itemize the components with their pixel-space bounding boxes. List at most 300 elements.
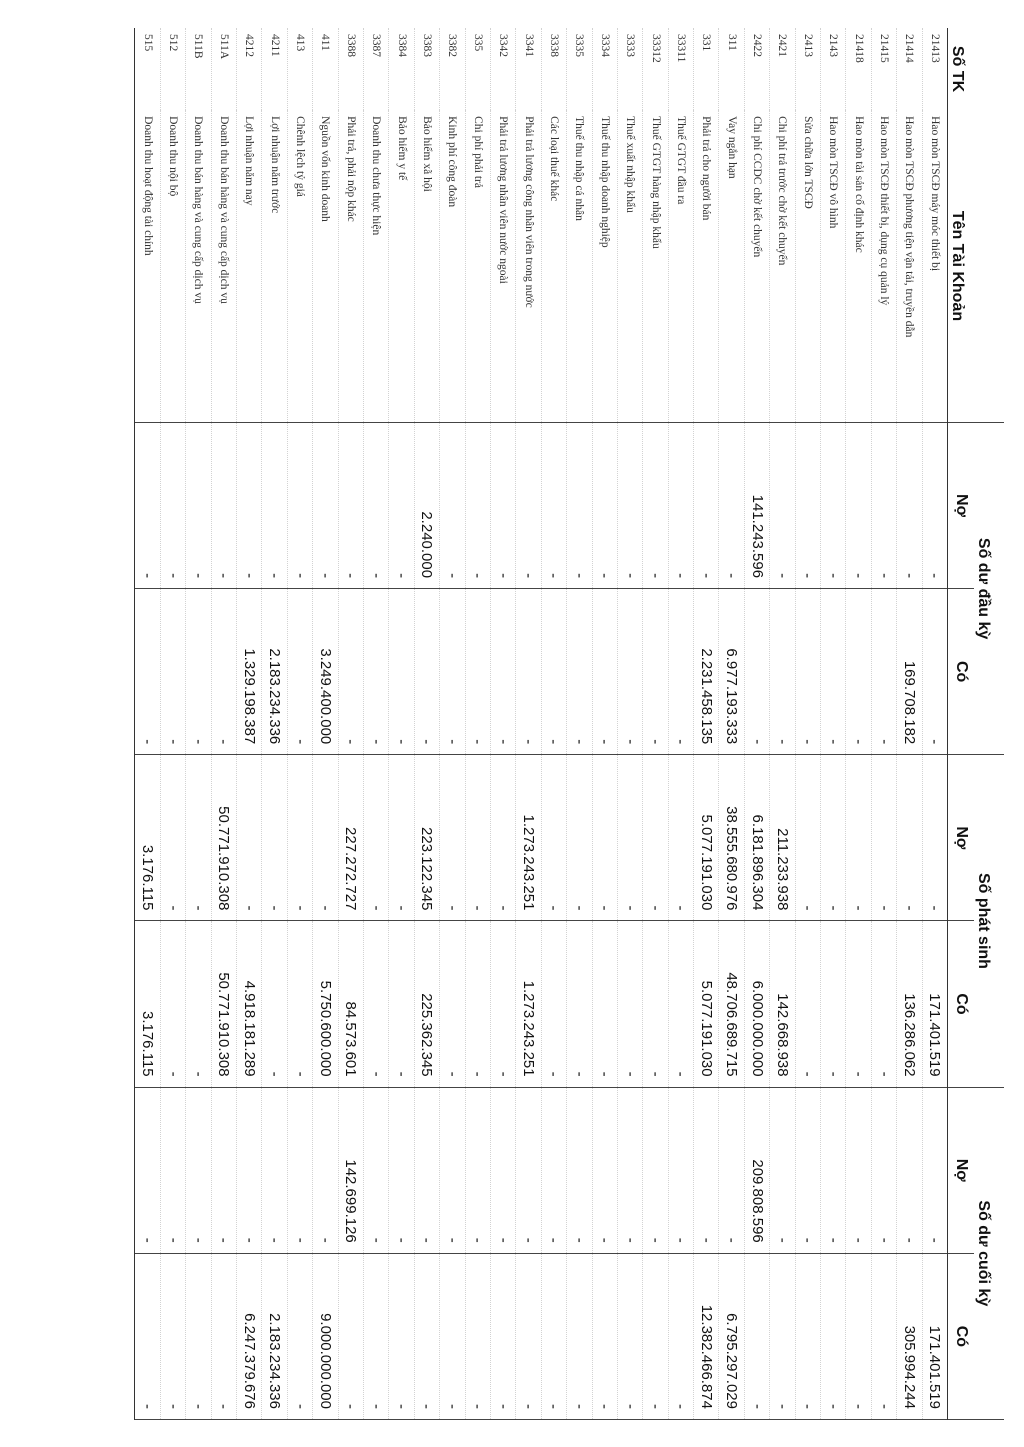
closing-credit-cell: - <box>541 1253 566 1419</box>
table-row <box>135 28 160 1420</box>
account-no-cell: 2143 <box>821 28 846 110</box>
trial-balance-table <box>135 28 1005 1420</box>
opening-credit-cell: - <box>414 589 439 755</box>
movement-debit-cell: - <box>643 755 668 921</box>
opening-credit-cell: - <box>567 589 592 755</box>
account-name-cell: Thuế xuất nhập khẩu <box>617 110 642 422</box>
closing-debit-cell: - <box>516 1087 541 1253</box>
movement-credit-cell: 5.750.600.000 <box>313 921 338 1087</box>
closing-credit-cell: - <box>516 1253 541 1419</box>
movement-debit-cell: - <box>490 755 515 921</box>
opening-credit-cell: - <box>617 589 642 755</box>
movement-debit-cell: 223.122.345 <box>414 755 439 921</box>
closing-debit-cell: - <box>389 1087 414 1253</box>
closing-debit-cell: - <box>186 1087 211 1253</box>
opening-debit-cell: - <box>846 422 871 588</box>
account-name-cell: Hao mòn TSCĐ máy móc thiết bị <box>922 110 947 422</box>
movement-debit-cell: - <box>795 755 820 921</box>
opening-credit-cell: - <box>338 589 363 755</box>
movement-debit-cell: - <box>237 755 262 921</box>
closing-credit-cell: - <box>668 1253 693 1419</box>
opening-debit-cell: - <box>237 422 262 588</box>
movement-debit-cell: 211.233.938 <box>770 755 795 921</box>
opening-debit-cell: - <box>364 422 389 588</box>
closing-credit-cell: - <box>186 1253 211 1419</box>
account-no-cell: 4211 <box>262 28 287 110</box>
opening-credit-cell: - <box>516 589 541 755</box>
opening-credit-cell: - <box>668 589 693 755</box>
account-name-cell: Doanh thu nội bộ <box>160 110 185 422</box>
closing-credit-cell: - <box>338 1253 363 1419</box>
header-closing-credit: Có <box>948 1253 975 1419</box>
account-name-cell: Sửa chữa lớn TSCĐ <box>795 110 820 422</box>
movement-credit-cell: 142.668.938 <box>770 921 795 1087</box>
closing-credit-cell: - <box>617 1253 642 1419</box>
movement-credit-cell: 6.000.000.000 <box>744 921 769 1087</box>
closing-credit-cell: 2.183.234.336 <box>262 1253 287 1419</box>
account-name-cell: Chi phí CCDC chờ kết chuyển <box>744 110 769 422</box>
account-name-cell: Vay ngắn hạn <box>719 110 744 422</box>
table-row <box>160 28 185 1420</box>
opening-debit-cell: - <box>922 422 947 588</box>
account-no-cell: 3334 <box>592 28 617 110</box>
table-row <box>364 28 389 1420</box>
closing-credit-cell: 6.795.297.029 <box>719 1253 744 1419</box>
opening-debit-cell: - <box>567 422 592 588</box>
closing-debit-cell: - <box>440 1087 465 1253</box>
movement-debit-cell: - <box>389 755 414 921</box>
account-no-cell: 413 <box>287 28 312 110</box>
closing-credit-cell: - <box>871 1253 896 1419</box>
opening-credit-cell: - <box>871 589 896 755</box>
table-row <box>541 28 566 1420</box>
movement-debit-cell: - <box>465 755 490 921</box>
closing-debit-cell: - <box>897 1087 922 1253</box>
account-name-cell: Nguồn vốn kinh doanh <box>313 110 338 422</box>
movement-credit-cell: 171.401.519 <box>922 921 947 1087</box>
account-no-cell: 3341 <box>516 28 541 110</box>
closing-debit-cell: - <box>668 1087 693 1253</box>
account-no-cell: 335 <box>465 28 490 110</box>
opening-credit-cell: - <box>922 589 947 755</box>
movement-debit-cell: - <box>186 755 211 921</box>
header-movement-debit: Nợ <box>948 755 975 921</box>
movement-debit-cell: - <box>262 755 287 921</box>
closing-debit-cell: - <box>541 1087 566 1253</box>
header-movement-credit: Có <box>948 921 975 1087</box>
closing-credit-cell: - <box>770 1253 795 1419</box>
table-row <box>211 28 236 1420</box>
account-name-cell: Bảo hiểm y tế <box>389 110 414 422</box>
account-name-cell: Thuế thu nhập cá nhân <box>567 110 592 422</box>
movement-debit-cell: - <box>160 755 185 921</box>
opening-credit-cell: - <box>160 589 185 755</box>
closing-debit-cell: - <box>694 1087 719 1253</box>
movement-debit-cell: - <box>846 755 871 921</box>
table-row <box>465 28 490 1420</box>
movement-credit-cell: - <box>541 921 566 1087</box>
movement-debit-cell: - <box>313 755 338 921</box>
opening-credit-cell: 1.329.198.387 <box>237 589 262 755</box>
header-period-movement: Số phát sinh <box>974 755 1004 1087</box>
movement-credit-cell: - <box>364 921 389 1087</box>
opening-debit-cell: - <box>617 422 642 588</box>
closing-credit-cell: - <box>211 1253 236 1419</box>
movement-credit-cell: - <box>567 921 592 1087</box>
account-no-cell: 2413 <box>795 28 820 110</box>
movement-credit-cell: 3.176.115 <box>135 921 160 1087</box>
table-row <box>694 28 719 1420</box>
opening-debit-cell: - <box>795 422 820 588</box>
closing-debit-cell: - <box>160 1087 185 1253</box>
account-name-cell: Bảo hiểm xã hội <box>414 110 439 422</box>
opening-debit-cell: - <box>490 422 515 588</box>
closing-debit-cell: - <box>414 1087 439 1253</box>
closing-credit-cell: - <box>490 1253 515 1419</box>
closing-credit-cell: - <box>465 1253 490 1419</box>
movement-credit-cell: 5.077.191.030 <box>694 921 719 1087</box>
closing-debit-cell: - <box>262 1087 287 1253</box>
movement-credit-cell: 225.362.345 <box>414 921 439 1087</box>
movement-credit-cell: - <box>592 921 617 1087</box>
closing-debit-cell: - <box>719 1087 744 1253</box>
account-name-cell: Phải trả lương công nhân viên trong nước <box>516 110 541 422</box>
header-closing-balance: Số dư cuối kỳ <box>974 1087 1004 1419</box>
opening-debit-cell: 2.240.000 <box>414 422 439 588</box>
account-name-cell: Doanh thu hoạt động tài chính <box>135 110 160 422</box>
opening-debit-cell: - <box>719 422 744 588</box>
opening-credit-cell: 3.249.400.000 <box>313 589 338 755</box>
movement-credit-cell: - <box>643 921 668 1087</box>
movement-debit-cell: - <box>440 755 465 921</box>
movement-debit-cell: 1.273.243.251 <box>516 755 541 921</box>
movement-credit-cell: - <box>465 921 490 1087</box>
movement-credit-cell: 136.286.062 <box>897 921 922 1087</box>
table-row <box>668 28 693 1420</box>
movement-debit-cell: - <box>922 755 947 921</box>
account-name-cell: Thuế GTGT hàng nhập khẩu <box>643 110 668 422</box>
closing-credit-cell: - <box>821 1253 846 1419</box>
closing-debit-cell: - <box>237 1087 262 1253</box>
movement-debit-cell: - <box>592 755 617 921</box>
movement-debit-cell: - <box>871 755 896 921</box>
account-no-cell: 511A <box>211 28 236 110</box>
account-name-cell: Doanh thu bán hàng và cung cấp dịch vụ <box>186 110 211 422</box>
opening-debit-cell: - <box>313 422 338 588</box>
header-opening-balance: Số dư đầu kỳ <box>974 422 1004 754</box>
header-opening-credit: Có <box>948 589 975 755</box>
closing-debit-cell: - <box>211 1087 236 1253</box>
table-row <box>795 28 820 1420</box>
opening-debit-cell: - <box>338 422 363 588</box>
opening-credit-cell: - <box>643 589 668 755</box>
movement-debit-cell: 227.272.727 <box>338 755 363 921</box>
header-closing-debit: Nợ <box>948 1087 975 1253</box>
movement-debit-cell: 38.555.680.976 <box>719 755 744 921</box>
opening-debit-cell: - <box>440 422 465 588</box>
account-no-cell: 3333 <box>617 28 642 110</box>
opening-debit-cell: - <box>516 422 541 588</box>
account-no-cell: 331 <box>694 28 719 110</box>
account-no-cell: 3342 <box>490 28 515 110</box>
opening-credit-cell: - <box>186 589 211 755</box>
account-name-cell: Hao mòn TSCĐ thiết bị, dụng cụ quản lý <box>871 110 896 422</box>
table-row <box>440 28 465 1420</box>
opening-credit-cell: 2.183.234.336 <box>262 589 287 755</box>
account-no-cell: 3384 <box>389 28 414 110</box>
account-name-cell: Chi phí trả trước chờ kết chuyển <box>770 110 795 422</box>
closing-debit-cell: - <box>465 1087 490 1253</box>
closing-debit-cell: - <box>135 1087 160 1253</box>
opening-debit-cell: 141.243.596 <box>744 422 769 588</box>
account-name-cell: Chênh lệch tỷ giá <box>287 110 312 422</box>
header-row-groups <box>974 28 1004 1420</box>
account-name-cell: Phải trả lương nhân viên nước ngoài <box>490 110 515 422</box>
opening-credit-cell: - <box>846 589 871 755</box>
closing-credit-cell: 305.994.244 <box>897 1253 922 1419</box>
opening-debit-cell: - <box>871 422 896 588</box>
closing-credit-cell: - <box>592 1253 617 1419</box>
account-name-cell: Hao mòn tài sản cố định khác <box>846 110 871 422</box>
account-no-cell: 511B <box>186 28 211 110</box>
account-name-cell: Phải trả cho người bán <box>694 110 719 422</box>
account-no-cell: 21418 <box>846 28 871 110</box>
opening-credit-cell: - <box>135 589 160 755</box>
account-no-cell: 33312 <box>643 28 668 110</box>
header-opening-debit: Nợ <box>948 422 975 588</box>
closing-credit-cell: - <box>414 1253 439 1419</box>
movement-debit-cell: 5.077.191.030 <box>694 755 719 921</box>
account-no-cell: 2421 <box>770 28 795 110</box>
closing-debit-cell: - <box>313 1087 338 1253</box>
closing-credit-cell: 6.247.379.676 <box>237 1253 262 1419</box>
account-no-cell: 3338 <box>541 28 566 110</box>
table-row <box>821 28 846 1420</box>
closing-debit-cell: - <box>364 1087 389 1253</box>
table-row <box>871 28 896 1420</box>
account-name-cell: Chi phí phải trả <box>465 110 490 422</box>
movement-debit-cell: - <box>567 755 592 921</box>
table-row <box>389 28 414 1420</box>
header-account-no: Số TK <box>948 28 1005 110</box>
table-row <box>744 28 769 1420</box>
closing-debit-cell: - <box>643 1087 668 1253</box>
ledger-body <box>135 28 948 1420</box>
opening-credit-cell: - <box>490 589 515 755</box>
closing-credit-cell: - <box>643 1253 668 1419</box>
closing-debit-cell: - <box>821 1087 846 1253</box>
movement-credit-cell: - <box>160 921 185 1087</box>
account-name-cell: Lợi nhuận năm nay <box>237 110 262 422</box>
closing-credit-cell: - <box>744 1253 769 1419</box>
opening-credit-cell: 6.977.193.333 <box>719 589 744 755</box>
movement-debit-cell: - <box>897 755 922 921</box>
opening-credit-cell: - <box>821 589 846 755</box>
account-name-cell: Phải trả, phải nộp khác <box>338 110 363 422</box>
closing-debit-cell: - <box>846 1087 871 1253</box>
movement-debit-cell: 3.176.115 <box>135 755 160 921</box>
movement-credit-cell: - <box>846 921 871 1087</box>
table-row <box>186 28 211 1420</box>
account-no-cell: 21413 <box>922 28 947 110</box>
table-row <box>414 28 439 1420</box>
account-no-cell: 21415 <box>871 28 896 110</box>
movement-debit-cell: - <box>287 755 312 921</box>
closing-debit-cell: - <box>770 1087 795 1253</box>
movement-credit-cell: - <box>186 921 211 1087</box>
movement-debit-cell: - <box>541 755 566 921</box>
table-row <box>897 28 922 1420</box>
table-row <box>262 28 287 1420</box>
closing-credit-cell: - <box>364 1253 389 1419</box>
opening-credit-cell: - <box>541 589 566 755</box>
opening-credit-cell: - <box>592 589 617 755</box>
account-no-cell: 3382 <box>440 28 465 110</box>
account-no-cell: 411 <box>313 28 338 110</box>
closing-credit-cell: 171.401.519 <box>922 1253 947 1419</box>
opening-credit-cell: - <box>770 589 795 755</box>
movement-debit-cell: - <box>364 755 389 921</box>
opening-credit-cell: - <box>389 589 414 755</box>
closing-credit-cell: - <box>567 1253 592 1419</box>
movement-credit-cell: 84.573.601 <box>338 921 363 1087</box>
header-account-name: Tên Tài Khoản <box>948 110 1005 422</box>
table-row <box>490 28 515 1420</box>
movement-credit-cell: - <box>440 921 465 1087</box>
table-row <box>922 28 947 1420</box>
opening-debit-cell: - <box>592 422 617 588</box>
opening-debit-cell: - <box>389 422 414 588</box>
movement-credit-cell: 48.706.689.715 <box>719 921 744 1087</box>
movement-credit-cell: - <box>821 921 846 1087</box>
closing-debit-cell: - <box>592 1087 617 1253</box>
closing-credit-cell: - <box>795 1253 820 1419</box>
opening-debit-cell: - <box>287 422 312 588</box>
opening-credit-cell: - <box>465 589 490 755</box>
opening-debit-cell: - <box>186 422 211 588</box>
closing-credit-cell: - <box>440 1253 465 1419</box>
movement-debit-cell: - <box>821 755 846 921</box>
opening-debit-cell: - <box>694 422 719 588</box>
movement-debit-cell: - <box>668 755 693 921</box>
closing-credit-cell: - <box>135 1253 160 1419</box>
closing-debit-cell: - <box>567 1087 592 1253</box>
closing-credit-cell: 12.382.466.874 <box>694 1253 719 1419</box>
opening-debit-cell: - <box>135 422 160 588</box>
account-no-cell: 3335 <box>567 28 592 110</box>
account-name-cell: Lợi nhuận năm trước <box>262 110 287 422</box>
account-no-cell: 512 <box>160 28 185 110</box>
table-row <box>516 28 541 1420</box>
movement-credit-cell: - <box>795 921 820 1087</box>
table-row <box>617 28 642 1420</box>
movement-credit-cell: 4.918.181.289 <box>237 921 262 1087</box>
movement-credit-cell: - <box>617 921 642 1087</box>
account-no-cell: 311 <box>719 28 744 110</box>
opening-credit-cell: - <box>211 589 236 755</box>
table-row <box>592 28 617 1420</box>
opening-debit-cell: - <box>770 422 795 588</box>
table-row <box>338 28 363 1420</box>
opening-credit-cell: - <box>364 589 389 755</box>
closing-credit-cell: - <box>389 1253 414 1419</box>
opening-debit-cell: - <box>160 422 185 588</box>
opening-debit-cell: - <box>541 422 566 588</box>
closing-credit-cell: - <box>287 1253 312 1419</box>
closing-debit-cell: - <box>922 1087 947 1253</box>
table-row <box>770 28 795 1420</box>
table-row <box>643 28 668 1420</box>
movement-credit-cell: - <box>389 921 414 1087</box>
account-no-cell: 515 <box>135 28 160 110</box>
opening-debit-cell: - <box>262 422 287 588</box>
account-no-cell: 2422 <box>744 28 769 110</box>
movement-credit-cell: 50.771.910.308 <box>211 921 236 1087</box>
table-row <box>846 28 871 1420</box>
account-no-cell: 3388 <box>338 28 363 110</box>
account-no-cell: 21414 <box>897 28 922 110</box>
account-name-cell: Hao mòn TSCĐ phương tiện vận tải, truyền dẫn <box>897 110 922 422</box>
opening-credit-cell: - <box>287 589 312 755</box>
closing-debit-cell: 142.699.126 <box>338 1087 363 1253</box>
closing-credit-cell: 9.000.000.000 <box>313 1253 338 1419</box>
account-name-cell: Doanh thu chưa thực hiện <box>364 110 389 422</box>
opening-debit-cell: - <box>643 422 668 588</box>
opening-debit-cell: - <box>897 422 922 588</box>
table-row <box>313 28 338 1420</box>
opening-debit-cell: - <box>211 422 236 588</box>
movement-credit-cell: - <box>490 921 515 1087</box>
closing-debit-cell: - <box>617 1087 642 1253</box>
closing-debit-cell: - <box>871 1087 896 1253</box>
account-name-cell: Kinh phí công đoàn <box>440 110 465 422</box>
opening-credit-cell: 169.708.182 <box>897 589 922 755</box>
movement-debit-cell: - <box>617 755 642 921</box>
movement-credit-cell: - <box>668 921 693 1087</box>
movement-debit-cell: 50.771.910.308 <box>211 755 236 921</box>
account-name-cell: Thuế thu nhập doanh nghiệp <box>592 110 617 422</box>
table-row <box>719 28 744 1420</box>
table-row <box>567 28 592 1420</box>
movement-credit-cell: - <box>262 921 287 1087</box>
movement-credit-cell: - <box>287 921 312 1087</box>
opening-debit-cell: - <box>668 422 693 588</box>
account-no-cell: 3383 <box>414 28 439 110</box>
account-name-cell: Các loại thuế khác <box>541 110 566 422</box>
account-no-cell: 4212 <box>237 28 262 110</box>
closing-credit-cell: - <box>846 1253 871 1419</box>
account-name-cell: Hao mòn TSCĐ vô hình <box>821 110 846 422</box>
account-name-cell: Doanh thu bán hàng và cung cấp dịch vụ <box>211 110 236 422</box>
opening-debit-cell: - <box>465 422 490 588</box>
account-name-cell: Thuế GTGT đầu ra <box>668 110 693 422</box>
opening-debit-cell: - <box>821 422 846 588</box>
closing-credit-cell: - <box>160 1253 185 1419</box>
account-no-cell: 33311 <box>668 28 693 110</box>
opening-credit-cell: 2.231.458.135 <box>694 589 719 755</box>
opening-credit-cell: - <box>440 589 465 755</box>
table-row <box>287 28 312 1420</box>
closing-debit-cell: - <box>795 1087 820 1253</box>
movement-credit-cell: - <box>871 921 896 1087</box>
closing-debit-cell: - <box>490 1087 515 1253</box>
closing-debit-cell: - <box>287 1087 312 1253</box>
movement-credit-cell: 1.273.243.251 <box>516 921 541 1087</box>
table-row <box>237 28 262 1420</box>
movement-debit-cell: 6.181.896.304 <box>744 755 769 921</box>
opening-credit-cell: - <box>795 589 820 755</box>
closing-debit-cell: 209.808.596 <box>744 1087 769 1253</box>
